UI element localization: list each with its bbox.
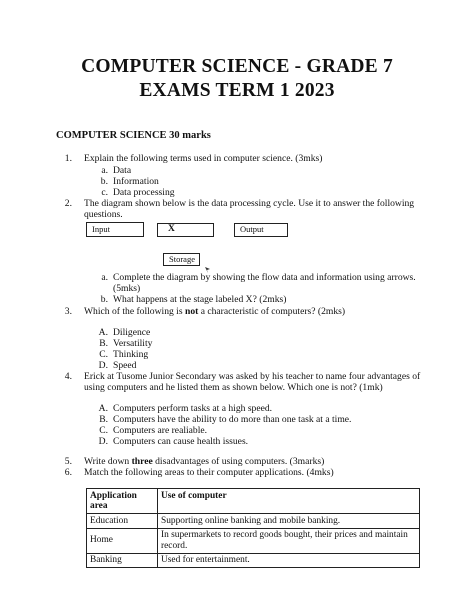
item-marker: a. bbox=[101, 272, 108, 283]
section-heading: COMPUTER SCIENCE 30 marks bbox=[56, 130, 211, 141]
question-number: 3. bbox=[64, 306, 72, 317]
list-item: Data bbox=[113, 165, 132, 176]
list-item: Diligence bbox=[113, 327, 151, 338]
question-number: 4. bbox=[64, 371, 72, 382]
page-subtitle: EXAMS TERM 1 2023 bbox=[139, 80, 335, 101]
applications-table bbox=[86, 488, 420, 568]
input-box: Input bbox=[86, 222, 144, 237]
question-text: Explain the following terms used in computer science. (3mks) bbox=[84, 153, 323, 164]
list-item: Information bbox=[113, 176, 159, 187]
table-cell: Education bbox=[87, 514, 158, 529]
column-header: Application area bbox=[87, 489, 158, 514]
process-box-x: X bbox=[157, 223, 214, 237]
output-box: Output bbox=[234, 223, 288, 237]
item-marker: A. bbox=[98, 327, 108, 338]
item-marker: D. bbox=[98, 436, 108, 447]
table-cell: Home bbox=[87, 528, 158, 553]
page-title: COMPUTER SCIENCE - GRADE 7 bbox=[81, 56, 393, 77]
question-text-continued: using computers and he listed them as shown below. Which one is not? (1mk) bbox=[84, 382, 383, 393]
table-row bbox=[87, 514, 420, 529]
column-header: Use of computer bbox=[158, 489, 420, 514]
list-item: Speed bbox=[113, 360, 137, 371]
table-row bbox=[87, 528, 420, 553]
table-cell: Supporting online banking and mobile banking. bbox=[158, 514, 420, 529]
question-number: 1. bbox=[64, 153, 72, 164]
list-item: Computers have the ability to do more than one task at a time. bbox=[113, 414, 352, 425]
table-header-row bbox=[87, 489, 420, 514]
list-item-continued: (5mks) bbox=[113, 283, 141, 294]
question-text: The diagram shown below is the data processing cycle. Use it to answer the following bbox=[84, 198, 415, 209]
item-marker: a. bbox=[101, 165, 108, 176]
list-item: Computers are realiable. bbox=[113, 425, 208, 436]
item-marker: c. bbox=[101, 187, 108, 198]
item-marker: A. bbox=[98, 403, 108, 414]
list-item: What happens at the stage labeled X? (2mks) bbox=[113, 294, 287, 305]
list-item: Complete the diagram by showing the flow data and information using arrows. bbox=[113, 272, 416, 283]
question-text: Which of the following is not a characteristic of computers? (2mks) bbox=[84, 306, 346, 317]
table-row bbox=[87, 553, 420, 568]
list-item: Computers perform tasks at a high speed. bbox=[113, 403, 273, 414]
question-number: 2. bbox=[64, 198, 72, 209]
question-text-continued: questions. bbox=[84, 209, 123, 220]
item-marker: D. bbox=[98, 360, 108, 371]
list-item: Data processing bbox=[113, 187, 175, 198]
item-marker: C. bbox=[99, 349, 108, 360]
storage-box: Storage bbox=[163, 253, 200, 266]
list-item: Computers can cause health issues. bbox=[113, 436, 249, 447]
question-text: Match the following areas to their computer applications. (4mks) bbox=[84, 467, 334, 478]
question-text: Write down three disadvantages of using computers. (3marks) bbox=[84, 456, 325, 467]
table-cell: Used for entertainment. bbox=[158, 553, 420, 568]
question-text: Erick at Tusome Junior Secondary was asked by his teacher to name four advantages of bbox=[84, 371, 421, 382]
table-cell: Banking bbox=[87, 553, 158, 568]
list-item: Thinking bbox=[113, 349, 149, 360]
item-marker: b. bbox=[100, 294, 108, 305]
item-marker: b. bbox=[100, 176, 108, 187]
item-marker: C. bbox=[99, 425, 108, 436]
item-marker: B. bbox=[99, 338, 108, 349]
question-number: 6. bbox=[64, 467, 72, 478]
list-item: Versatility bbox=[113, 338, 153, 349]
table-cell: In supermarkets to record goods bought, their prices and maintain record. bbox=[158, 528, 420, 553]
item-marker: B. bbox=[99, 414, 108, 425]
question-number: 5. bbox=[64, 456, 72, 467]
